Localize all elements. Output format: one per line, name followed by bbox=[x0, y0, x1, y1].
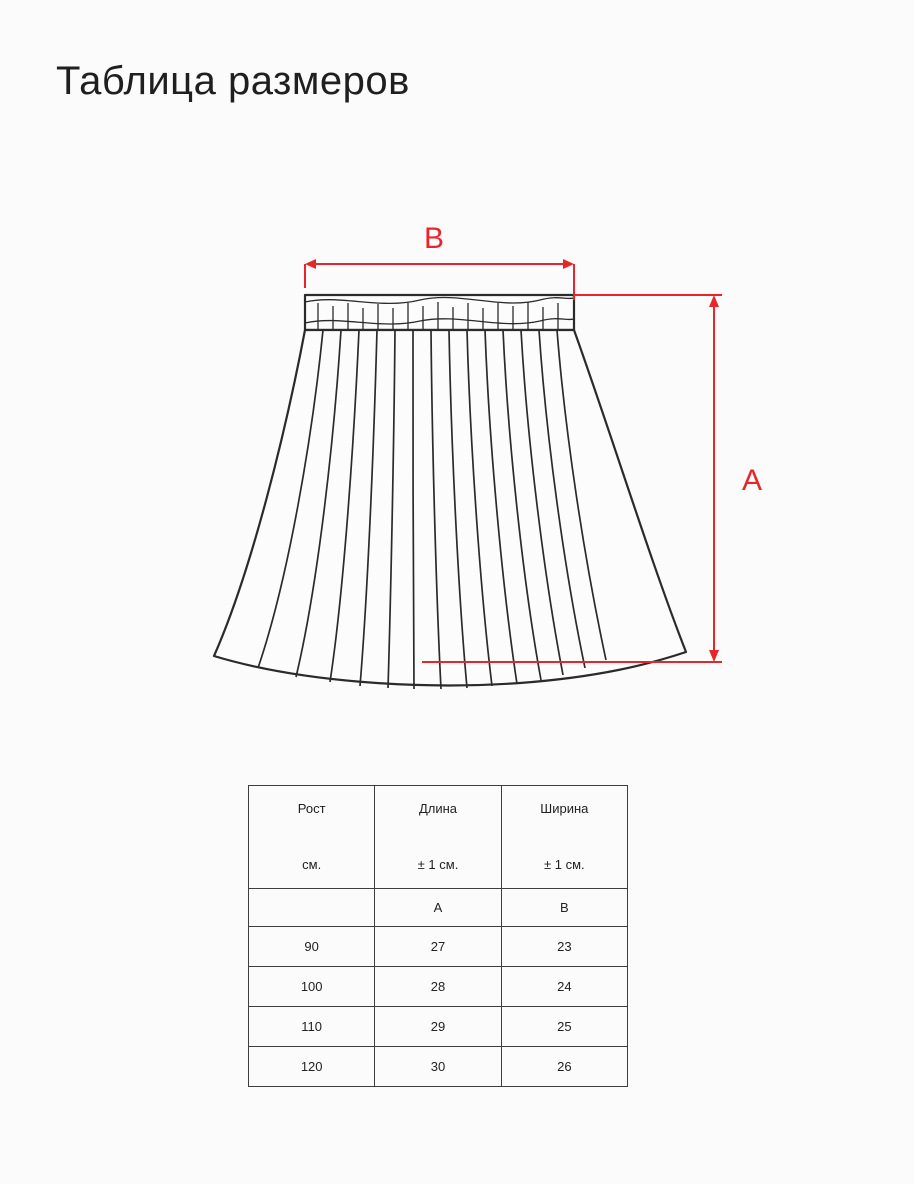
table-header-cell-height bbox=[249, 786, 375, 889]
size-table-container bbox=[248, 785, 628, 1087]
table-subheader-cell-empty bbox=[249, 888, 375, 926]
header-unit-length: ± 1 см. bbox=[417, 856, 459, 872]
header-name-width: Ширина bbox=[540, 801, 589, 816]
dimension-a-label: A bbox=[741, 464, 763, 497]
cell-length: 30 bbox=[375, 1046, 501, 1086]
header-unit-width: ± 1 см. bbox=[544, 856, 585, 872]
size-table bbox=[248, 785, 628, 1087]
table-subheader-row bbox=[249, 888, 628, 926]
table-header-cell-width bbox=[501, 786, 627, 889]
table-header-cell-length bbox=[375, 786, 501, 889]
dimension-b-label: B bbox=[423, 222, 445, 255]
cell-length: 28 bbox=[375, 966, 501, 1006]
table-header-row bbox=[249, 786, 628, 889]
table-row bbox=[249, 926, 628, 966]
cell-height: 120 bbox=[249, 1046, 375, 1086]
header-unit-height: см. bbox=[302, 856, 322, 872]
cell-width: 25 bbox=[501, 1006, 627, 1046]
page-title: Таблица размеров bbox=[56, 58, 410, 103]
size-chart-diagram bbox=[0, 190, 914, 710]
cell-width: 24 bbox=[501, 966, 627, 1006]
cell-length: 29 bbox=[375, 1006, 501, 1046]
cell-height: 110 bbox=[249, 1006, 375, 1046]
dimension-b bbox=[305, 259, 574, 300]
table-row bbox=[249, 1006, 628, 1046]
table-subheader-cell-b: B bbox=[501, 888, 627, 926]
cell-width: 23 bbox=[501, 926, 627, 966]
header-name-length: Длина bbox=[418, 801, 458, 816]
cell-height: 90 bbox=[249, 926, 375, 966]
cell-width: 26 bbox=[501, 1046, 627, 1086]
table-row bbox=[249, 1046, 628, 1086]
cell-length: 27 bbox=[375, 926, 501, 966]
header-name-height: Рост bbox=[297, 801, 326, 816]
table-subheader-cell-a: A bbox=[375, 888, 501, 926]
table-row bbox=[249, 966, 628, 1006]
cell-height: 100 bbox=[249, 966, 375, 1006]
